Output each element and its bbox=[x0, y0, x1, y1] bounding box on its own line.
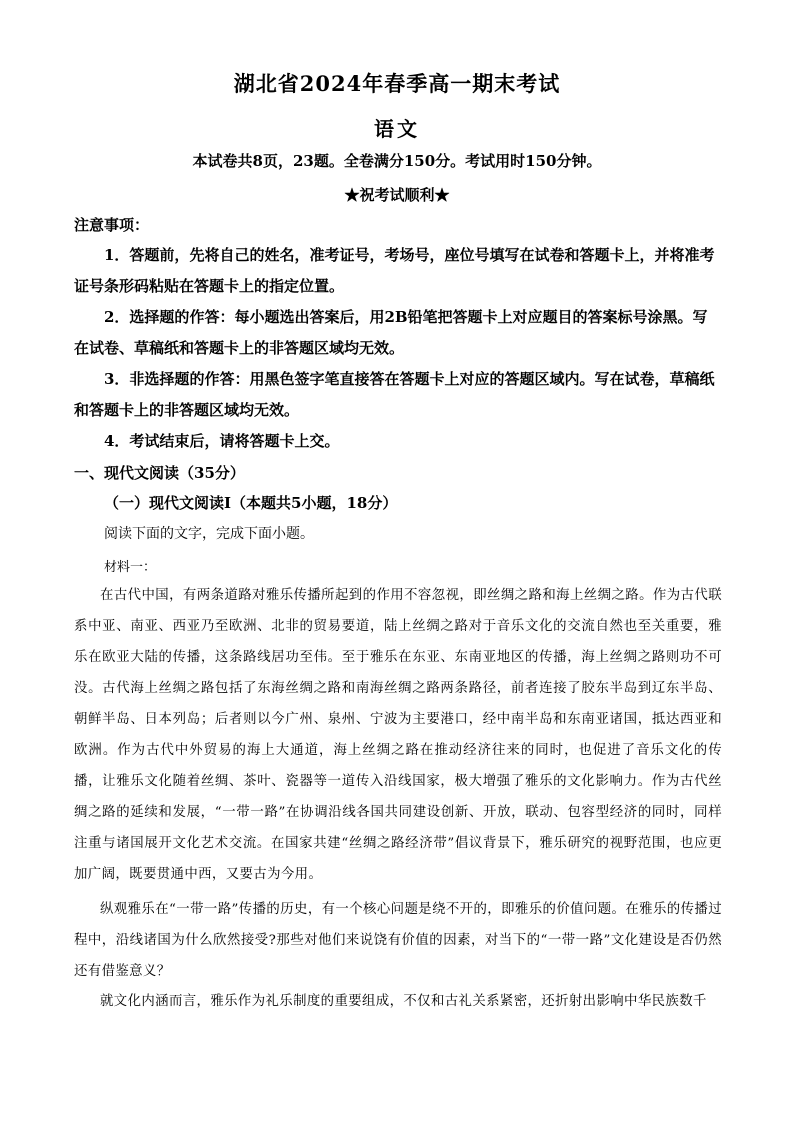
exam-subject: 语文 bbox=[374, 117, 420, 141]
material-paragraph-3: 就文化内涵而言，雅乐作为礼乐制度的重要组成，不仅和古礼关系紧密，还折射出影响中华民族数千 bbox=[100, 994, 707, 1009]
material-label: 材料一： bbox=[104, 560, 157, 575]
material-paragraph-2: 纵观雅乐在“一带一路”传播的历史，有一个核心问题是绕不开的，即雅乐的价值问题。在雅乐的传播过程中，沿线诸国为什么欣然接受?那些对他们来说饶有价值的因素，对当下的“一带一路”文化建设是否仍然还有借鉴意义？ bbox=[74, 902, 722, 979]
exam-title: 湖北省2024年春季高一期末考试 bbox=[233, 71, 561, 96]
material-paragraph-1: 在古代中国，有两条道路对雅乐传播所起到的作用不容忽视，即丝绸之路和海上丝绸之路。作为古代联系中亚、南亚、西亚乃至欧洲、北非的贸易要道，陆上丝绸之路对于音乐文化的交流自然也至关重要，雅乐在欧亚大陆的传播，这条路线居功至伟。至于雅乐在东亚、东南亚地区的传播，海上丝绸之路则功不可没。古代海上丝绸之路包括了东海丝绸之路和南海丝绸之路两条路径，前者连接了胶东半岛到辽东半岛、朝鲜半岛、日本列岛；后者则以今广州、泉州、宁波为主要港口，经中南半岛和东南亚诸国，抵达西亚和欧洲。作为古代中外贸易的海上大通道，海上丝绸之路在推动经济往来的同时，也促进了音乐文化的传播，让雅乐文化随着丝绸、茶叶、瓷器等一道传入沿线国家，极大增强了雅乐的文化影响力。作为古代丝绸之路的延续和发展，“一带一路”在协调沿线各国共同建设创新、开放，联动、包容型经济的同时，同样注重与诸国展开文化艺术交流。在国家共建“丝绸之路经济带”倡议背景下，雅乐研究的视野范围，也应更加广阔，既要贯通中西，又要古为今用。 bbox=[74, 588, 722, 882]
notice-item-3: 3．非选择题的作答：用黑色签字笔直接答在答题卡上对应的答题区域内。写在试卷，草稿纸和答题卡上的非答题区域均无效。 bbox=[74, 370, 715, 419]
exam-wish: ★祝考试顺利★ bbox=[344, 186, 450, 204]
subsection-title: （一）现代文阅读Ⅰ（本题共5小题，18分） bbox=[104, 494, 398, 512]
exam-info: 本试卷共8页，23题。全卷满分150分。考试用时150分钟。 bbox=[192, 152, 602, 170]
reading-instruction: 阅读下面的文字，完成下面小题。 bbox=[104, 526, 314, 542]
notice-item-1: 1．答题前，先将自己的姓名，准考证号，考场号，座位号填写在试卷和答题卡上，并将准考证号条形码粘贴在答题卡上的指定位置。 bbox=[74, 246, 715, 295]
notice-heading: 注意事项： bbox=[74, 216, 150, 234]
section-title: 一、现代文阅读（35分） bbox=[74, 464, 245, 482]
notice-item-2: 2．选择题的作答：每小题选出答案后，用2B铅笔把答题卡上对应题目的答案标号涂黑。写在试卷、草稿纸和答题卡上的非答题区域均无效。 bbox=[74, 308, 708, 357]
notice-item-4: 4．考试结束后，请将答题卡上交。 bbox=[104, 432, 340, 450]
